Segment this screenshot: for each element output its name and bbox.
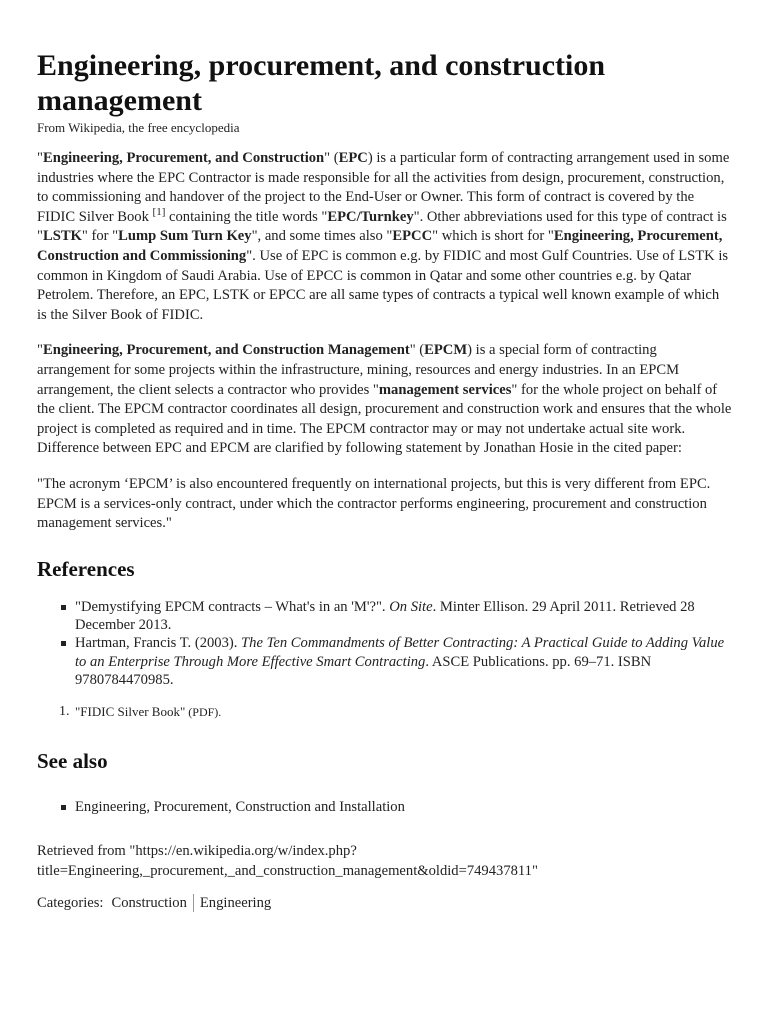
- see-also-list: [37, 798, 732, 816]
- reference-item[interactable]: Hartman, Francis T. (2003). The Ten Commandments of Better Contracting: A Practical Guide to Adding Value to an Enterprise Through More Effective Smart Contracting. ASCE Publications. pp. 69–71. ISBN 9780784470985.: [75, 634, 732, 689]
- categories-bar: [37, 894, 732, 912]
- see-also-heading: See also: [37, 749, 108, 774]
- notes-list: [37, 703, 732, 721]
- categories-label: Categories:: [37, 895, 104, 912]
- note-link[interactable]: "FIDIC Silver Book": [75, 704, 186, 720]
- category-divider: [193, 894, 194, 912]
- tagline: From Wikipedia, the free encyclopedia: [37, 120, 240, 135]
- citation-link[interactable]: [1]: [152, 205, 166, 218]
- paragraph-epcm: "Engineering, Procurement, and Construction Management" (EPCM) is a special form of contracting arrangement for some projects within the infrastructure, mining, resources and energy industries. In an EPCM arrangement, the client selects a contractor who provides "management services" for the whole project on behalf of the client. The EPCM contractor coordinates all design, procurement and construction work and ensures that the whole project is completed as required and in time. The EPCM contractor may or may not undertake actual site work. Difference between EPC and EPCM are clarified by following statement by Jonathan Hosie in the cited paper:: [37, 342, 732, 457]
- term-epcc: EPCC: [392, 228, 433, 245]
- category-link-engineering[interactable]: Engineering: [199, 895, 272, 912]
- note-item[interactable]: [59, 703, 732, 721]
- paragraph-quote: "The acronym ‘EPCM’ is also encountered frequently on international projects, but this is very different from EPC. EPCM is a services-only contract, under which the contractor performs engineering, procurement and construction management services.": [37, 475, 711, 532]
- see-also-link[interactable]: Engineering, Procurement, Construction and Installation: [75, 798, 732, 816]
- retrieved-from: Retrieved from "https://en.wikipedia.org/w/index.php?title=Engineering,_procurement,_and_construction_management&oldid=749437811": [37, 843, 538, 879]
- paragraph-epc: "Engineering, Procurement, and Construction" (EPC) is a particular form of contracting arrangement used in some industries where the EPC Contractor is made responsible for all the activities from design, procurement, construction, to commissioning and handover of the project to the End-User or Owner. This form of contract is covered by the FIDIC Silver Book [1] containing the title words "EPC/Turnkey". Other abbreviations used for this type of contract is "LSTK" for "Lump Sum Turn Key", and some times also "EPCC" which is short for "Engineering, Procurement, Construction and Commissioning". Use of EPC is common e.g. by FIDIC and most Gulf Countries. Use of LSTK is common in Kingdom of Saudi Arabia. Use of EPCC is common in Qatar and some other countries e.g. by Qatar Petrolem. Therefore, an EPC, LSTK or EPCC are all same types of contracts a typical well known example of which is the Silver Book of FIDIC.: [37, 150, 730, 323]
- page-title: Engineering, procurement, and construction management: [37, 49, 606, 117]
- pdf-label: (PDF).: [185, 705, 222, 720]
- note-number: 1.: [59, 704, 70, 720]
- term-epc-turnkey: EPC/Turnkey: [327, 208, 414, 225]
- references-list: [37, 598, 732, 689]
- term-lstk-full: Lump Sum Turn Key: [118, 228, 252, 245]
- abbr-epc: EPC: [338, 150, 368, 166]
- abbr-epcm: EPCM: [424, 342, 468, 359]
- term-epcm: Engineering, Procurement, and Construction Management: [42, 342, 410, 359]
- references-heading: References: [37, 556, 135, 581]
- reference-item[interactable]: "Demystifying EPCM contracts – What's in an 'M'?". On Site. Minter Ellison. 29 April 2011. Retrieved 28 December 2013.: [75, 598, 732, 635]
- term-epcc-full: Engineering, Procurement, Construction and Commissioning: [37, 228, 723, 264]
- term-management-services: management services: [378, 381, 512, 398]
- term-lstk: LSTK: [42, 228, 82, 245]
- category-link-construction[interactable]: Construction: [111, 895, 187, 912]
- term-epc: Engineering, Procurement, and Construction: [42, 150, 325, 166]
